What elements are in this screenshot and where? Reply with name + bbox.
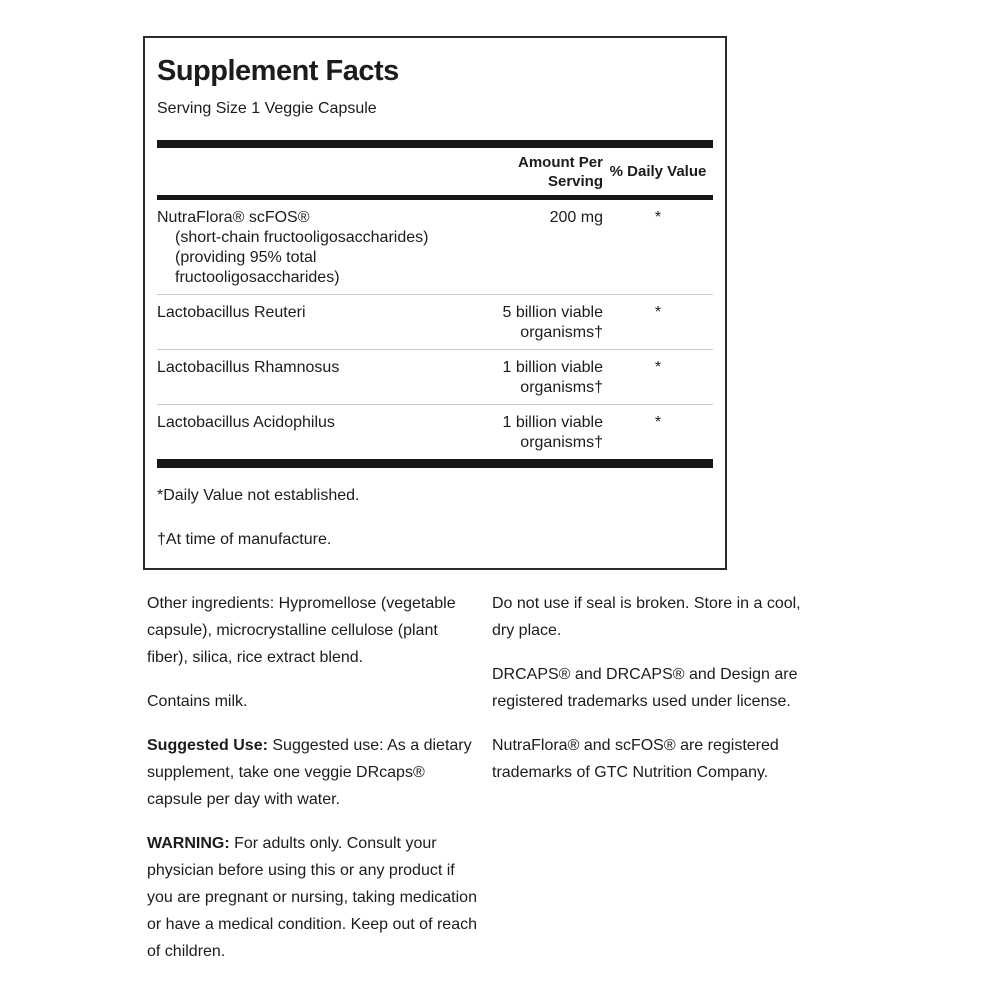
suggested-use-label: Suggested Use: bbox=[147, 737, 268, 754]
nutraflora-trademark-text: NutraFlora® and scFOS® are registered trademarks of GTC Nutrition Company. bbox=[492, 737, 779, 781]
amount-cell: 5 billion viable organisms† bbox=[502, 304, 603, 341]
ingredient-name: Lactobacillus Reuteri bbox=[157, 304, 306, 321]
table-row bbox=[157, 294, 713, 349]
ingredient-name: NutraFlora® scFOS® (short-chain fructooligosaccharides) (providing 95% total fructooligosaccharides) bbox=[157, 209, 429, 286]
divider-heavy-top bbox=[157, 140, 713, 148]
amount-cell: 1 billion viable organisms† bbox=[502, 414, 603, 451]
panel-title: Supplement Facts bbox=[157, 55, 399, 87]
other-ingredients-text: Other ingredients: Hypromellose (vegetable capsule), microcrystalline cellulose (plant fiber), silica, rice extract blend. bbox=[147, 595, 456, 666]
left-text-column bbox=[147, 590, 480, 982]
amount-cell: 200 mg bbox=[549, 209, 603, 226]
amount-cell: 1 billion viable organisms† bbox=[502, 359, 603, 396]
daily-value-cell: * bbox=[654, 414, 662, 431]
table-row bbox=[157, 349, 713, 404]
drcaps-trademark-text: DRCAPS® and DRCAPS® and Design are registered trademarks used under license. bbox=[492, 666, 798, 710]
daily-value-cell: * bbox=[654, 359, 662, 376]
ingredient-name: Lactobacillus Rhamnosus bbox=[157, 359, 340, 376]
divider-heavy-bottom bbox=[157, 459, 713, 468]
suggested-use-text: Suggested Use: Suggested use: As a dietary supplement, take one veggie DRcaps® capsule per day with water. bbox=[147, 737, 472, 808]
daily-value-header: % Daily Value bbox=[609, 163, 707, 180]
right-text-column bbox=[492, 590, 825, 982]
warning-text: WARNING: For adults only. Consult your physician before using this or any product if you are pregnant or nursing, taking medication or have a medical condition. Keep out of reach of children. bbox=[147, 835, 477, 960]
serving-size: Serving Size 1 Veggie Capsule bbox=[157, 100, 377, 117]
label-text-columns bbox=[147, 590, 825, 982]
footnote-manufacture: †At time of manufacture. bbox=[157, 531, 332, 548]
table-row bbox=[157, 200, 713, 294]
amount-per-serving-header: Amount Per Serving bbox=[517, 153, 603, 190]
daily-value-cell: * bbox=[654, 304, 662, 321]
contains-text: Contains milk. bbox=[147, 693, 248, 710]
table-row bbox=[157, 404, 713, 459]
warning-label: WARNING: bbox=[147, 835, 230, 852]
supplement-facts-panel bbox=[143, 36, 727, 570]
ingredient-name: Lactobacillus Acidophilus bbox=[157, 414, 335, 431]
daily-value-cell: * bbox=[654, 209, 662, 226]
storage-text: Do not use if seal is broken. Store in a cool, dry place. bbox=[492, 595, 801, 639]
table-header bbox=[157, 148, 713, 195]
footnote-daily-value: *Daily Value not established. bbox=[157, 487, 360, 504]
